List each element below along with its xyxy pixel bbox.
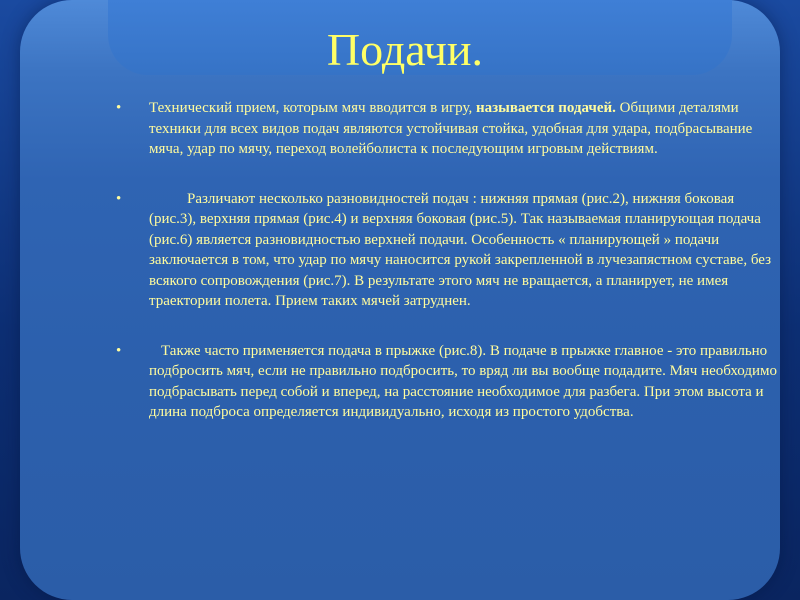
bullet-text-after: Общими деталями техники для всех видов подач являются устойчивая стойка, удобная для удара, подбрасывание мяча, удар по мячу, переход волейболиста к последующим игровым действиям. [149, 100, 753, 157]
bullet-text [149, 189, 784, 312]
bullet-item [116, 98, 784, 160]
bullet-text [149, 341, 784, 423]
bullet-text-before: Технический прием, которым мяч вводится в игру, [149, 100, 476, 116]
bullet-item [116, 341, 784, 423]
bullet-text-body: Также часто применяется подача в прыжке (рис.8). В подаче в прыжке главное - это правильно подбросить мяч, если не правильно подбросить, то вряд ли вы вообще подадите. Мяч необходимо подбрасывать перед собой и вперед, на расстояние необходимое для разбега. При этом высота и длина подброса определяется индивидуально, исходя из простого удобства. [149, 342, 777, 420]
content-panel [20, 0, 780, 600]
bullet-text-body: Различают несколько разновидностей подач : нижняя прямая (рис.2), нижняя боковая (рис.3), верхняя прямая (рис.4) и верхняя боковая (рис.5). Так называемая планирующая подача (рис.6) является разновидностью верхней подачи. Особенность « планирующей » подачи заключается в том, что удар по мячу наносится рукой закрепленной в лучезапястном суставе, без всякого сопровождения (рис.7). В результате этого мяч не вращается, а планирует, не имея траектории полета. Прием таких мячей затруднен. [149, 190, 772, 309]
bullet-list [116, 98, 784, 423]
bullet-text [149, 98, 784, 160]
bullet-icon: • [116, 342, 122, 359]
bullet-item [116, 189, 784, 312]
bullet-text-strong: называется подачей. [475, 100, 616, 116]
slide-title: Подачи. [326, 24, 484, 75]
bullet-icon: • [116, 100, 122, 116]
bullet-icon: • [116, 190, 122, 207]
